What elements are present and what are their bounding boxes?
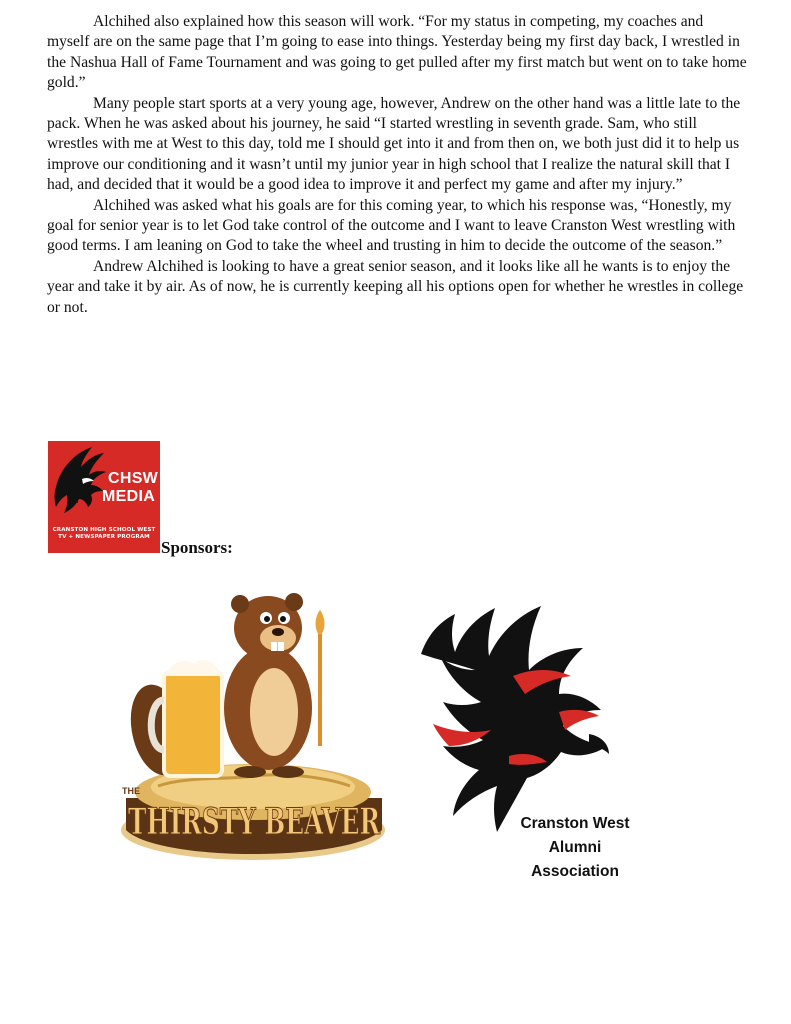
alumni-line: Alumni <box>548 839 602 856</box>
article-paragraph: Andrew Alchihed is looking to have a great senior season, and it looks like all he wants is to enjoy the year and take it by air. As of now, he is currently keeping all his options open for whether he wrestles in college or not. <box>47 257 744 316</box>
beaver-logo-the: THE <box>122 786 140 796</box>
chsw-logo-line1: CHSW <box>108 470 159 487</box>
sponsors-heading: Sponsors: <box>161 538 233 557</box>
article-paragraph: Alchihed was asked what his goals are for this coming year, to which his response was, “Honestly, my goal for senior year is to let God take control of the outcome and I want to leave Cranston West wrestling with good terms. I am leaning on God to take the wheel and trusting in him to decide the outcome of the season.” <box>47 196 736 255</box>
chsw-logo-subtitle: TV + NEWSPAPER PROGRAM <box>58 534 150 540</box>
chsw-media-logo <box>48 441 160 553</box>
alumni-association-label <box>500 812 650 884</box>
alumni-line: Cranston West <box>520 815 630 832</box>
chsw-logo-line2: MEDIA <box>102 488 156 505</box>
beaver-logo-name: THIRSTY BEAVER <box>128 801 381 843</box>
article-paragraph: Many people start sports at a very young age, however, Andrew on the other hand was a little late to the pack. When he was asked about his journey, he said “I started wrestling in seventh grade. Sam, who still wrestles with me at West to this day, told me I should get into it and from then on, we both just did it to help us improve our conditioning and it wasn’t until my junior year in high school that I realize the natural skill that I had, and decided that it would be a good idea to improve it and perfect my game and after my injury.” <box>47 94 741 194</box>
thirsty-beaver-logo <box>118 580 390 870</box>
article-paragraph: Alchihed also explained how this season will work. “For my status in competing, my coaches and myself are on the same page that I’m going to ease into things. Yesterday being my first day back, I wrestled in the Nashua Hall of Fame Tournament and was going to get pulled after my first match but went on to take home gold.” <box>47 13 747 92</box>
article-body <box>47 12 747 318</box>
alumni-line: Association <box>531 863 619 880</box>
chsw-logo-subtitle: CRANSTON HIGH SCHOOL WEST <box>52 527 156 533</box>
